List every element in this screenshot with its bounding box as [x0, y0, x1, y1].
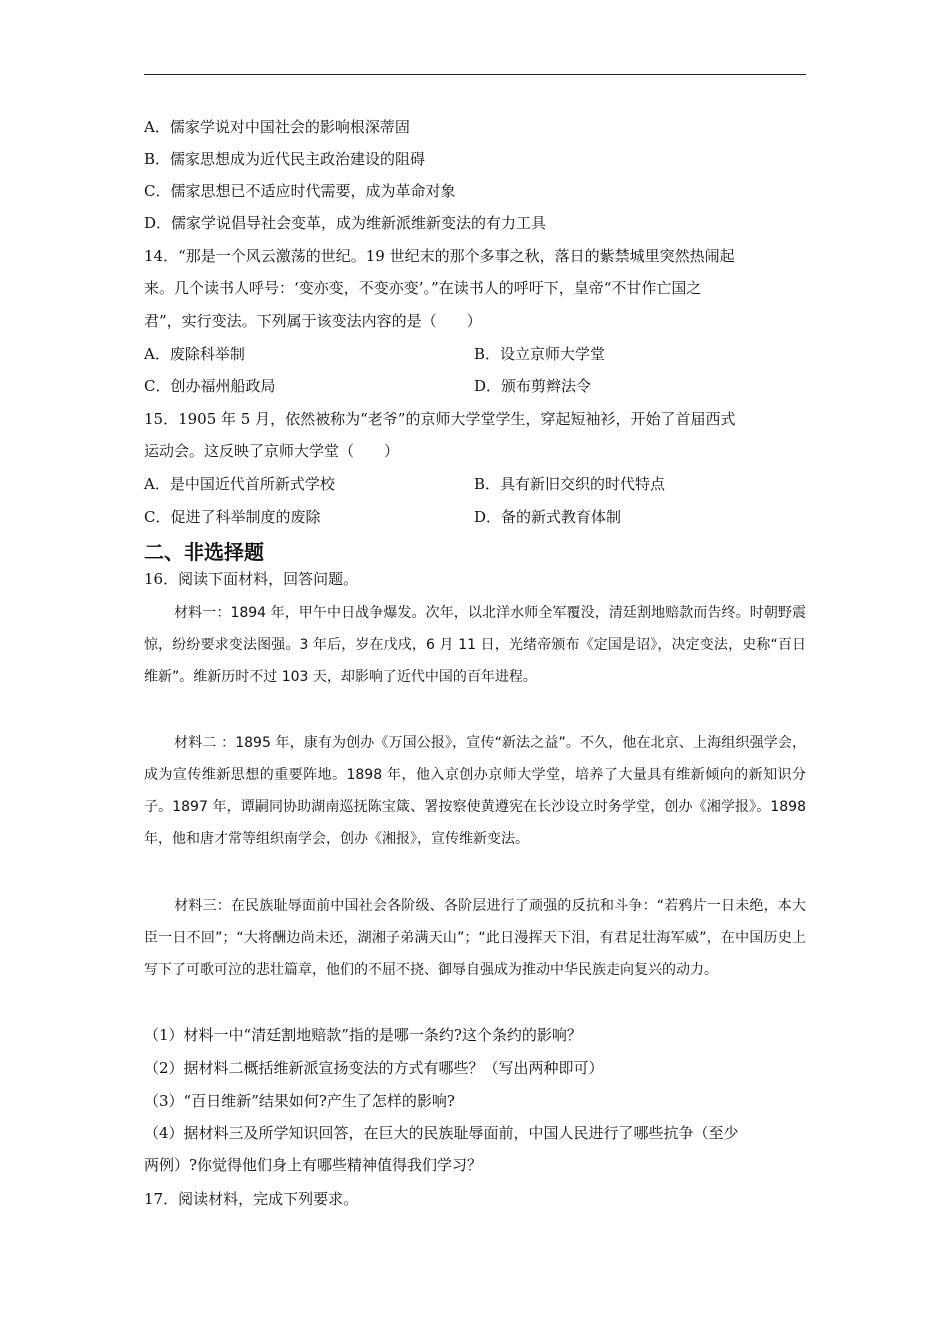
q16-sub-question-1: （1）材料一中“清廷割地赔款”指的是哪一条约?这个条约的影响？ [144, 1026, 582, 1044]
q16-sub-question-4-line1: （4）据材料三及所学知识回答，在巨大的民族耻辱面前，中国人民进行了哪些抗争（至少 [144, 1124, 739, 1142]
q13-option-d: D．儒家学说倡导社会变革，成为维新派维新变法的有力工具 [144, 214, 547, 232]
q15-option-d: D．备的新式教育体制 [474, 508, 622, 526]
q14-option-d: D．颁布剪辫法令 [474, 377, 592, 395]
q13-option-c: C．儒家思想已不适应时代需要，成为革命对象 [144, 182, 456, 200]
q15-stem-line2: 运动会。这反映了京师大学堂（ ） [144, 442, 400, 460]
q16-stem: 16．阅读下面材料，回答问题。 [144, 570, 359, 588]
q14-option-c: C．创办福州船政局 [144, 377, 276, 395]
q14-option-b: B．设立京师大学堂 [474, 345, 606, 363]
q16-material-2-text: 材料二 ：1895 年，康有为创办《万国公报》，宣传“新法之益”。不久，他在北京、上海组织强学会，成为宣传维新思想的重要阵地。1898 年，他入京创办京师大学堂，培养了大量具有维新倾向的新知识分子。1897 年，谭嗣同协助湖南巡抚陈宝箴、署按察使黄遵宪在长沙设立时务学堂，创办《湘学报》。1898 年，他和唐才常等组织南学会，创办《湘报》，宣传维新变法。 [144, 735, 806, 847]
q13-option-a: A．儒家学说对中国社会的影响根深蒂固 [144, 118, 410, 136]
q14-option-a: A．废除科举制 [144, 345, 245, 363]
q16-material-1-text: 材料一：1894 年，甲午中日战争爆发。次年，以北洋水师全军覆没，清廷割地赔款而告终。时朝野震惊，纷纷要求变法图强。3 年后，岁在戊戌，6 月 11 日，光绪帝颁布《定国是诏》，决定变法，史称“百日维新”。维新历时不过 103 天，却影响了近代中国的百年进程。 [144, 605, 806, 685]
section-title: 二、非选择题 [144, 540, 264, 564]
q15-option-b: B．具有新旧交织的时代特点 [474, 475, 666, 493]
q16-sub-question-2: （2）据材料二概括维新派宣扬变法的方式有哪些？（写出两种即可） [144, 1059, 604, 1077]
q17-stem: 17．阅读材料，完成下列要求。 [144, 1190, 359, 1208]
q14-stem-line2: 来。几个读书人呼号：‘变亦变，不变亦变’。”在读书人的呼吁下，皇帝“不甘作亡国之 [144, 279, 702, 297]
q16-material-2 [144, 727, 806, 855]
q16-sub-question-4-line2: 两例）?你觉得他们身上有哪些精神值得我们学习？ [144, 1156, 483, 1174]
q16-material-3-text: 材料三：在民族耻辱面前中国社会各阶级、各阶层进行了顽强的反抗和斗争：“若鸦片一日未绝，本大臣一日不回”；“大将酬边尚未还，湖湘子弟满天山”；“此日漫挥天下泪，有君足壮海军威”，在中国历史上写下了可歌可泣的悲壮篇章，他们的不屈不挠、御辱自强成为推动中华民族走向复兴的动力。 [144, 898, 806, 978]
q15-stem-line1: 15．1905 年 5 月，依然被称为“老爷”的京师大学堂学生，穿起短袖衫，开始了首届西式 [144, 410, 736, 428]
q13-option-b: B．儒家思想成为近代民主政治建设的阻碍 [144, 150, 426, 168]
header-rule [144, 74, 806, 75]
q14-stem-line3: 君”，实行变法。下列属于该变法内容的是（ ） [144, 312, 482, 330]
q16-material-3 [144, 890, 806, 986]
q15-option-a: A．是中国近代首所新式学校 [144, 475, 335, 493]
q15-option-c: C．促进了科举制度的废除 [144, 508, 321, 526]
q16-sub-question-3: （3）“百日维新”结果如何?产生了怎样的影响? [144, 1092, 455, 1110]
q16-material-1 [144, 597, 806, 693]
q14-stem-line1: 14．“那是一个风云激荡的世纪。19 世纪末的那个多事之秋，落日的紫禁城里突然热闹起 [144, 247, 735, 265]
